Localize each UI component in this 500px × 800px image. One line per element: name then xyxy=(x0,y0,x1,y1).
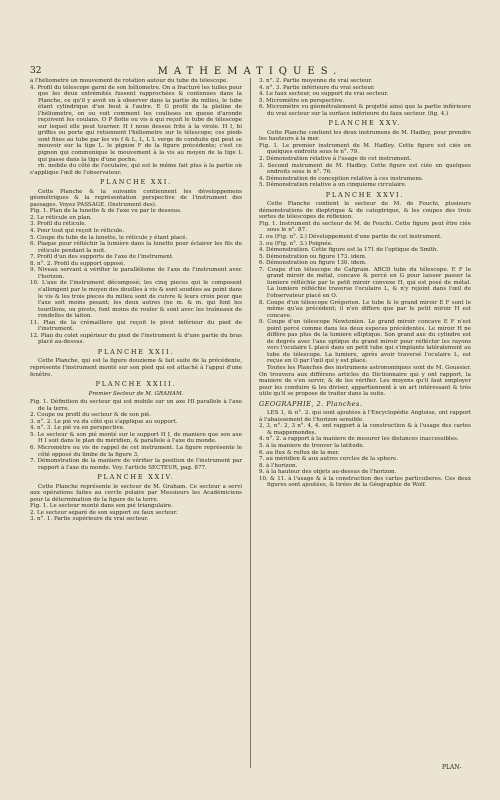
text-paragraph: 6. Micromètre vu géométralement & projetté ainsi que la partie inférieure du vrai secteur sur la surface inférieure du faux secteur. (fig. 4.) xyxy=(259,104,471,117)
text-paragraph: 2. Le secteur séparé de son support ou faux secteur. xyxy=(30,509,178,516)
text-paragraph: Fig. 1. Le premier instrument de M. Hadley. Cette figure est ciée en quelques endroits sous le n°. 79. xyxy=(259,142,471,156)
running-title: MATHEMATIQUES. xyxy=(157,66,343,77)
text-paragraph: 8. n°. 2. Profil du support opposé. xyxy=(30,260,126,267)
text-paragraph: 4. Démonstration. Cette figure est la 171 de l'optique de Smith. xyxy=(259,247,439,254)
text-paragraph: 2. Le réticule en plan. xyxy=(30,214,92,221)
text-paragraph: 5. Démonstration relative à un cinquieme circulaire. xyxy=(259,182,407,189)
section-heading: PLANCHE XXI. xyxy=(99,178,172,187)
text-paragraph: Fig. 1. Plan de la lunette & de l'axe vu par le dessous. xyxy=(30,208,182,215)
section-heading: PLANCHE XXIV. xyxy=(97,473,175,482)
text-paragraph: 4. n°. 2. a rapport à la maniere de mesurer les distances inaccessibles. xyxy=(259,436,459,443)
text-paragraph: 7. au méridien & aux autres cercles de la sphere. xyxy=(259,456,398,463)
page-number: 32 xyxy=(30,66,42,76)
text-paragraph: 4. Pour tout qui reçoit le réticule. xyxy=(30,228,125,235)
text-paragraph: 12. Plan du colet supérieur du pied de l'instrument & d'une partie du bras placé au-dessus. xyxy=(30,332,242,346)
text-paragraph: 6. Plaque pour réfléchir la lumière dans la lunette pour éclairer les fils du réticule pendant la nuit. xyxy=(30,241,242,254)
catchword: PLAN- xyxy=(442,764,462,771)
text-paragraph: Cette Planche représente le secteur de M. Graham. Ce secteur a servi aux opérations faites au cercle polaire par Messieurs les Académiciens pour la détermination de la figure de la terre. xyxy=(30,483,242,503)
text-paragraph: 5. Démonstration ou figure 173. idem. xyxy=(259,253,367,260)
text-paragraph: 5. Coupe du tube de la lunette, le réticule y étant placé. xyxy=(30,234,188,241)
section-heading: PLANCHE XXIII. xyxy=(95,380,177,389)
text-paragraph: 2. Coupe ou profil du secteur & de son pié. xyxy=(30,412,152,419)
text-paragraph: Fig. 1. Définition du secteur qui est mobile sur un axe HI parallele à l'axe de la terre. xyxy=(30,399,242,412)
text-paragraph: 7. Coupe d'un télescope de Cafgrain. ABCD tube du télescope. E F le grand miroir de métal, concave & percé en G pour laisser passer la lumiere réfléchie par le petit miroir convexe H, qui est posé de métal. La lumiere réfléchie traverse l'oculaire L, & n'y rejoint dans l'œil de l'observateur placé en O. xyxy=(259,266,471,299)
text-paragraph: 4. Démonstration de conception relative à ces instrumens. xyxy=(259,175,424,182)
text-paragraph: 3. ou (Fig. n°. 3.) Poignée. xyxy=(259,240,333,247)
text-paragraph: 9. Niveau servant à vérifier le parallélisme de l'axe de l'instrument avec l'horizon. xyxy=(30,267,242,280)
text-paragraph: Cette Planche contient le secteur de M. de Fouchi, plusieurs démonstrations de dioptrique & de catoptrique, & les coupes des trois sortes de télescopes de réflexion. xyxy=(259,201,471,221)
text-paragraph: 3. n°. 2. Le pié vu du côté qui s'applique au support. xyxy=(30,418,178,425)
text-paragraph: 9. à la hauteur des objets au-dessus de l'horizon. xyxy=(259,469,397,476)
text-paragraph: 4. Profil du télescope garni de son héliometre. On a fracturé les tuiles pour que les deux extrémités fussent rapprochées & contenues dans la Planche, ce qu'il y avoit en à observer dans la partie du milieu, le tube étant cylindrique d'un bout à l'autre. E G profil de la platine de l'héliometre, on ou voit comment les coulisses en queue d'aronde reçoivent les coulans. O P flotte ou vis à qui reçoit le tube de télescope sur lequel elle peut tourner. H I noue dessus frite à la virole. H I, bi griffes ou porte qui retiennent l'héliometre sur le télescope; ces pieds sont fixes au tube par les vis f & L, L, L L verge de conduite qui peut se mouvoir sur la tige L. le pignon F de la figure précédente; c'est ce pignon qui communique le mouvement à la vis au moyen de la tige L qui passe dans la tige d'une poche. xyxy=(30,84,242,163)
text-paragraph: 6. Micromètre ou vis de rappel de cet instrument. La figure représente le côté opposé du limbe de la figure 3. xyxy=(30,444,242,458)
text-paragraph: Cette Planche & la suivante contiennent les développemens géométriques & la représentation perspective de l'instrument des passages. Voyez PASSAGE. (Instrument des). xyxy=(30,188,242,208)
text-paragraph: 8. Coupe d'un télescope Grégorien. Le tube & le grand miroir E F sont le même qu'au précédent; il n'en differe que par le petit miroir H est concave. xyxy=(259,299,471,319)
column-divider xyxy=(250,78,251,768)
text-paragraph: Cette Planche contient les deux instrumens de M. Hadley, pour prendre les hauteurs à la mer. xyxy=(259,129,471,143)
text-paragraph: 2, 3, n°. 2, 3 n°. 4, 4. ont rapport à la construction & à l'usage des cartes & mappemondes. xyxy=(259,423,471,436)
text-paragraph: 5. à la maniere de trouver la latitude. xyxy=(259,442,365,449)
text-paragraph: 10. & 11. à l'usage & à la construction des cartes particulieres. Ces deux figures sont ajoutées, & tirées de la Géographie de Wolf. xyxy=(259,475,471,489)
text-paragraph: 5. Le secteur & son pié monté sur le support H I, de maniere que son axe H I soit dans le plan du méridien, & parallele à l'axe du monde. xyxy=(30,431,242,445)
text-paragraph: Cette Planche, qui est la figure douzieme & fait suite de la précédente, représente l'instrument monté sur son pied qui est attaché à l'appui d'une fenêtre. xyxy=(30,358,242,378)
text-paragraph: Fig. 1. Le secteur monté dans son pié triangulaire. xyxy=(30,503,173,510)
text-paragraph: 4. n°. 3. Le pié vu en perspective. xyxy=(30,425,125,432)
text-paragraph: LES 1, & n°. 2. qui sont ajoutées à l'Encyclopédie Angloise, ont rapport à l'abaissement de l'horizon sensible. xyxy=(259,410,471,423)
text-paragraph: 10. L'axe de l'instrument décomposé; les cinq pieces qui le composent s'allongent par le moyen des douilles à vis & sont soudées au point dans le vis & les trois pieces du milieu sont de cuivre & leurs croix pour que l'axe soit moins pesant; les deux autres (ne m. & m. qui font les tourillons, ou pivots, font moins de rouler & sont avec les traîneaux de rondelles de laiton. xyxy=(30,280,242,320)
text-paragraph: 8. à l'horizon. xyxy=(259,462,298,469)
text-paragraph: 3. n°. 1. Partie supérieure du vrai secteur. xyxy=(30,516,149,523)
text-paragraph: 2. Démonstration relative à l'usage de cet instrument. xyxy=(259,156,412,163)
text-paragraph: 3. Profil du réticule. xyxy=(30,221,87,228)
left-column xyxy=(30,78,242,768)
text-paragraph: 4. n°. 3. Partie inférieure du vrai secteur. xyxy=(259,84,375,91)
section-subheading: Premier Secteur de M. GRAHAM. xyxy=(88,390,184,397)
section-heading: PLANCHE XXII. xyxy=(97,347,175,356)
section-heading: PLANCHE XXV. xyxy=(328,119,402,128)
section-heading: GEOGRAPHIE, 2. Planches. xyxy=(259,399,363,408)
text-paragraph: 11. Plan de la crémaillere qui reçoit le pivot inférieur du pied de l'instrument. xyxy=(30,319,242,333)
text-paragraph: 3. n°. 2. Partie moyenne du vrai secteur. xyxy=(259,78,373,84)
text-paragraph: 3. Second instrument de M. Hadley. Cette figure est ciée en quelques endroits sous le n°. 76. xyxy=(259,162,471,176)
text-paragraph: Fig. 1. Instrument du secteur de M. de Fouchi. Cette figure peut être ciée sous le n°. 87. xyxy=(259,220,471,234)
text-paragraph: à l'héliometre un mouvement de rotation autour du tube du télescope. xyxy=(30,78,229,84)
text-paragraph: 4. Le faux secteur, ou support du vrai secteur. xyxy=(259,91,389,98)
section-heading: PLANCHE XXVI. xyxy=(325,190,405,199)
text-paragraph: 7. Démonstration de la maniere de vérifier la position de l'instrument par rapport à l'axe du monde. Voy. l'article SECTEUR, pag. 877. xyxy=(30,458,242,471)
text-paragraph: rb. mobile du côté de l'oculaire, qui est le même fait plus à la partie où s'applique l'œil de l'observateur. xyxy=(30,163,242,176)
text-paragraph: 6. au flux & reflux de la mer. xyxy=(259,449,340,456)
text-paragraph: 5. Micromètre en perspective. xyxy=(259,97,345,104)
text-paragraph: 6. Démonstration ou figure 130. idem. xyxy=(259,260,367,267)
text-paragraph: 2. ou (Fig. n°. 2.) Développement d'une partie de cet instrument. xyxy=(259,234,442,241)
text-paragraph: 9. Coupe d'un télescope Newtonien. Le grand miroir concave E F n'est point percé comme dans les deux especes précédentes. Le miroir H ne différe pas plus de la lumiere elliptique. Son grand axe du cylindre est de degrés avec l'axe optique du grand miroir pour réfléchir les rayons vers l'oculaire L placé dans un petit tube qui s'implante latéralement au tube du télescope. La lumiere, après avoir traversé l'oculaire L, est reçue en O par l'œil qui y est placé. xyxy=(259,319,471,365)
right-column xyxy=(259,78,471,768)
text-paragraph: Toutes les Planches des instrumens astronomiques sont de M. Goussier. On trouvera aux différens articles du Dictionnaire qui y ont rapport, la maniere de s'en servir, & de les vérifier. Les moyens qu'il faut employer pour les conduire & les diviser, appartiennent à un art intéressant & très utile qu'il se propose de traiter dans la suite. xyxy=(259,364,471,398)
text-paragraph: 7. Profil d'un des supports de l'axe de l'instrument. xyxy=(30,254,174,261)
